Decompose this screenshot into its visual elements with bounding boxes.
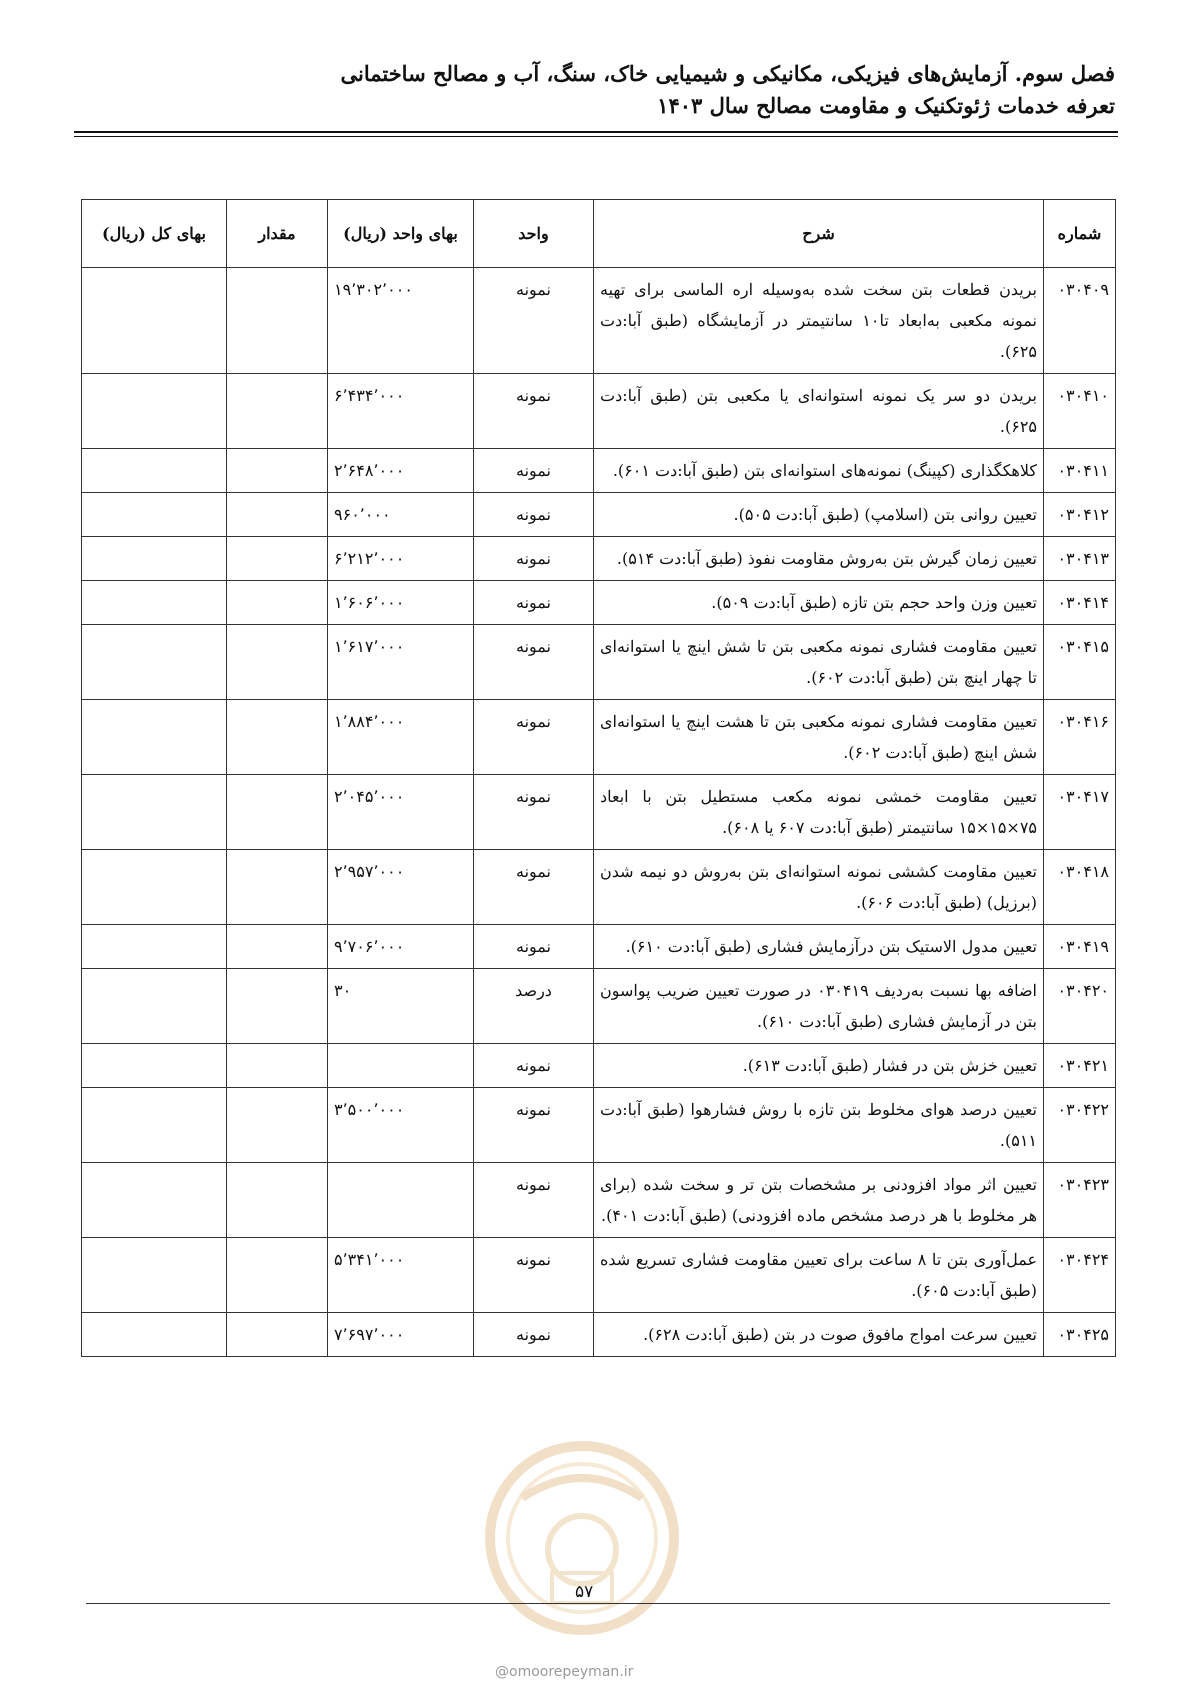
row-description: اضافه بها نسبت به‌ردیف ۰۳۰۴۱۹ در صورت تعیین ضریب پواسون بتن در آزمایش فشاری (طبق آبا:دت ۶۱۰).: [594, 969, 1044, 1044]
header-desc: شرح: [594, 200, 1044, 268]
table-row: [82, 374, 1116, 449]
table-row: [82, 1238, 1116, 1313]
row-total: [82, 537, 227, 581]
row-unit-price: ۵٬۳۴۱٬۰۰۰: [328, 1238, 474, 1313]
row-description: تعیین زمان گیرش بتن به‌روش مقاومت نفوذ (طبق آبا:دت ۵۱۴).: [594, 537, 1044, 581]
row-unit-price: ۹۶۰٬۰۰۰: [328, 493, 474, 537]
row-qty: [227, 268, 328, 374]
row-qty: [227, 374, 328, 449]
row-description: بریدن دو سر یک نمونه استوانه‌ای یا مکعبی بتن (طبق آبا:دت ۶۲۵).: [594, 374, 1044, 449]
row-unit: نمونه: [474, 625, 594, 700]
row-qty: [227, 1044, 328, 1088]
row-description: عمل‌آوری بتن تا ۸ ساعت برای تعیین مقاومت فشاری تسریع شده (طبق آبا:دت ۶۰۵).: [594, 1238, 1044, 1313]
row-code: ۰۳۰۴۱۸: [1044, 850, 1116, 925]
row-unit: نمونه: [474, 493, 594, 537]
header-unit: واحد: [474, 200, 594, 268]
header-rule-thin: [74, 136, 1118, 137]
table-row: [82, 1313, 1116, 1357]
row-code: ۰۳۰۴۲۴: [1044, 1238, 1116, 1313]
table-row: [82, 1088, 1116, 1163]
table-row: [82, 537, 1116, 581]
row-unit-price: ۹٬۷۰۶٬۰۰۰: [328, 925, 474, 969]
row-total: [82, 969, 227, 1044]
row-qty: [227, 1163, 328, 1238]
table-row: [82, 625, 1116, 700]
row-unit: نمونه: [474, 1238, 594, 1313]
row-code: ۰۳۰۴۱۲: [1044, 493, 1116, 537]
row-unit-price: [328, 1163, 474, 1238]
row-code: ۰۳۰۴۱۴: [1044, 581, 1116, 625]
row-total: [82, 625, 227, 700]
table-header-row: [82, 200, 1116, 268]
table-row: [82, 850, 1116, 925]
row-code: ۰۳۰۴۱۷: [1044, 775, 1116, 850]
row-qty: [227, 1313, 328, 1357]
watermark-seal-icon: [482, 1438, 682, 1638]
table-row: [82, 775, 1116, 850]
site-watermark: @omoorepeyman.ir: [495, 1664, 634, 1680]
row-code: ۰۳۰۴۲۳: [1044, 1163, 1116, 1238]
tariff-title: تعرفه خدمات ژئوتکنیک و مقاومت مصالح سال ۱۴۰۳: [657, 93, 1115, 118]
row-total: [82, 925, 227, 969]
row-code: ۰۳۰۴۰۹: [1044, 268, 1116, 374]
row-code: ۰۳۰۴۱۱: [1044, 449, 1116, 493]
row-unit-price: ۲٬۹۵۷٬۰۰۰: [328, 850, 474, 925]
header-qty: مقدار: [227, 200, 328, 268]
chapter-title: فصل سوم. آزمایش‌های فیزیکی، مکانیکی و شیمیایی خاک، سنگ، آب و مصالح ساختمانی: [340, 61, 1115, 86]
row-code: ۰۳۰۴۱۹: [1044, 925, 1116, 969]
row-total: [82, 1044, 227, 1088]
row-description: تعیین روانی بتن (اسلامپ) (طبق آبا:دت ۵۰۵).: [594, 493, 1044, 537]
row-unit: نمونه: [474, 1313, 594, 1357]
page-header: [75, 58, 1115, 122]
row-unit-price: ۳۰: [328, 969, 474, 1044]
row-description: تعیین مقاومت فشاری نمونه مکعبی بتن تا هشت اینچ یا استوانه‌ای شش اینچ (طبق آبا:دت ۶۰۲).: [594, 700, 1044, 775]
row-qty: [227, 537, 328, 581]
row-description: تعیین درصد هوای مخلوط بتن تازه با روش فشارهوا (طبق آبا:دت ۵۱۱).: [594, 1088, 1044, 1163]
row-qty: [227, 625, 328, 700]
row-code: ۰۳۰۴۲۱: [1044, 1044, 1116, 1088]
header-total: بهای کل (ریال): [82, 200, 227, 268]
table-row: [82, 449, 1116, 493]
row-total: [82, 1313, 227, 1357]
table-row: [82, 969, 1116, 1044]
row-code: ۰۳۰۴۲۲: [1044, 1088, 1116, 1163]
row-unit: نمونه: [474, 1163, 594, 1238]
row-unit-price: [328, 1044, 474, 1088]
row-description: تعیین مدول الاستیک بتن درآزمایش فشاری (طبق آبا:دت ۶۱۰).: [594, 925, 1044, 969]
row-unit: نمونه: [474, 850, 594, 925]
row-unit: نمونه: [474, 449, 594, 493]
row-unit: نمونه: [474, 374, 594, 449]
row-unit-price: ۱٬۸۸۴٬۰۰۰: [328, 700, 474, 775]
row-unit: نمونه: [474, 581, 594, 625]
row-description: بریدن قطعات بتن سخت شده به‌وسیله اره الماسی برای تهیه نمونه مکعبی به‌ابعاد تا۱۰ سانتیمتر در آزمایشگاه (طبق آبا:دت ۶۲۵).: [594, 268, 1044, 374]
header-code: شماره: [1044, 200, 1116, 268]
row-code: ۰۳۰۴۱۰: [1044, 374, 1116, 449]
row-unit: نمونه: [474, 925, 594, 969]
row-description: تعیین مقاومت خمشی نمونه مکعب مستطیل بتن با ابعاد ۷۵×۱۵×۱۵ سانتیمتر (طبق آبا:دت ۶۰۷ یا ۶۰۸).: [594, 775, 1044, 850]
row-unit-price: ۶٬۲۱۲٬۰۰۰: [328, 537, 474, 581]
row-qty: [227, 493, 328, 537]
row-description: تعیین مقاومت فشاری نمونه مکعبی بتن تا شش اینچ یا استوانه‌ای تا چهار اینچ بتن (طبق آبا:دت ۶۰۲).: [594, 625, 1044, 700]
row-qty: [227, 969, 328, 1044]
table-row: [82, 925, 1116, 969]
row-unit-price: ۶٬۴۳۴٬۰۰۰: [328, 374, 474, 449]
row-unit-price: ۱۹٬۳۰۲٬۰۰۰: [328, 268, 474, 374]
row-code: ۰۳۰۴۲۰: [1044, 969, 1116, 1044]
row-total: [82, 1088, 227, 1163]
row-description: تعیین اثر مواد افزودنی بر مشخصات بتن تر و سخت شده (برای هر مخلوط با هر درصد مشخص ماده افزودنی) (طبق آبا:دت ۴۰۱).: [594, 1163, 1044, 1238]
row-qty: [227, 581, 328, 625]
row-code: ۰۳۰۴۱۵: [1044, 625, 1116, 700]
row-qty: [227, 1238, 328, 1313]
row-qty: [227, 925, 328, 969]
header-unit-price: بهای واحد (ریال): [328, 200, 474, 268]
row-description: تعیین مقاومت کششی نمونه استوانه‌ای بتن به‌روش دو نیمه شدن (برزیل) (طبق آبا:دت ۶۰۶).: [594, 850, 1044, 925]
tariff-table: [81, 199, 1116, 1357]
row-total: [82, 493, 227, 537]
row-description: تعیین وزن واحد حجم بتن تازه (طبق آبا:دت ۵۰۹).: [594, 581, 1044, 625]
row-unit-price: ۲٬۰۴۵٬۰۰۰: [328, 775, 474, 850]
row-description: کلاهکگذاری (کپینگ) نمونه‌های استوانه‌ای بتن (طبق آبا:دت ۶۰۱).: [594, 449, 1044, 493]
table-row: [82, 1163, 1116, 1238]
row-unit: نمونه: [474, 1044, 594, 1088]
row-qty: [227, 775, 328, 850]
table-row: [82, 700, 1116, 775]
row-unit: نمونه: [474, 775, 594, 850]
header-rule-thick: [74, 131, 1118, 133]
row-unit-price: ۱٬۶۰۶٬۰۰۰: [328, 581, 474, 625]
row-unit: نمونه: [474, 537, 594, 581]
row-total: [82, 850, 227, 925]
row-unit: نمونه: [474, 700, 594, 775]
row-total: [82, 700, 227, 775]
row-unit-price: ۲٬۶۴۸٬۰۰۰: [328, 449, 474, 493]
row-unit-price: ۳٬۵۰۰٬۰۰۰: [328, 1088, 474, 1163]
row-total: [82, 449, 227, 493]
row-qty: [227, 449, 328, 493]
table-row: [82, 581, 1116, 625]
row-total: [82, 581, 227, 625]
row-total: [82, 1238, 227, 1313]
row-unit: نمونه: [474, 268, 594, 374]
row-unit-price: ۷٬۶۹۷٬۰۰۰: [328, 1313, 474, 1357]
row-code: ۰۳۰۴۱۳: [1044, 537, 1116, 581]
row-code: ۰۳۰۴۲۵: [1044, 1313, 1116, 1357]
row-description: تعیین سرعت امواج مافوق صوت در بتن (طبق آبا:دت ۶۲۸).: [594, 1313, 1044, 1357]
row-qty: [227, 700, 328, 775]
row-total: [82, 374, 227, 449]
row-total: [82, 775, 227, 850]
table-row: [82, 493, 1116, 537]
page-number: ۵۷: [575, 1582, 594, 1602]
row-unit: درصد: [474, 969, 594, 1044]
footer-rule: [86, 1603, 1110, 1604]
row-qty: [227, 850, 328, 925]
table-row: [82, 1044, 1116, 1088]
row-qty: [227, 1088, 328, 1163]
table-row: [82, 268, 1116, 374]
row-description: تعیین خزش بتن در فشار (طبق آبا:دت ۶۱۳).: [594, 1044, 1044, 1088]
row-code: ۰۳۰۴۱۶: [1044, 700, 1116, 775]
row-total: [82, 1163, 227, 1238]
row-unit: نمونه: [474, 1088, 594, 1163]
row-total: [82, 268, 227, 374]
row-unit-price: ۱٬۶۱۷٬۰۰۰: [328, 625, 474, 700]
